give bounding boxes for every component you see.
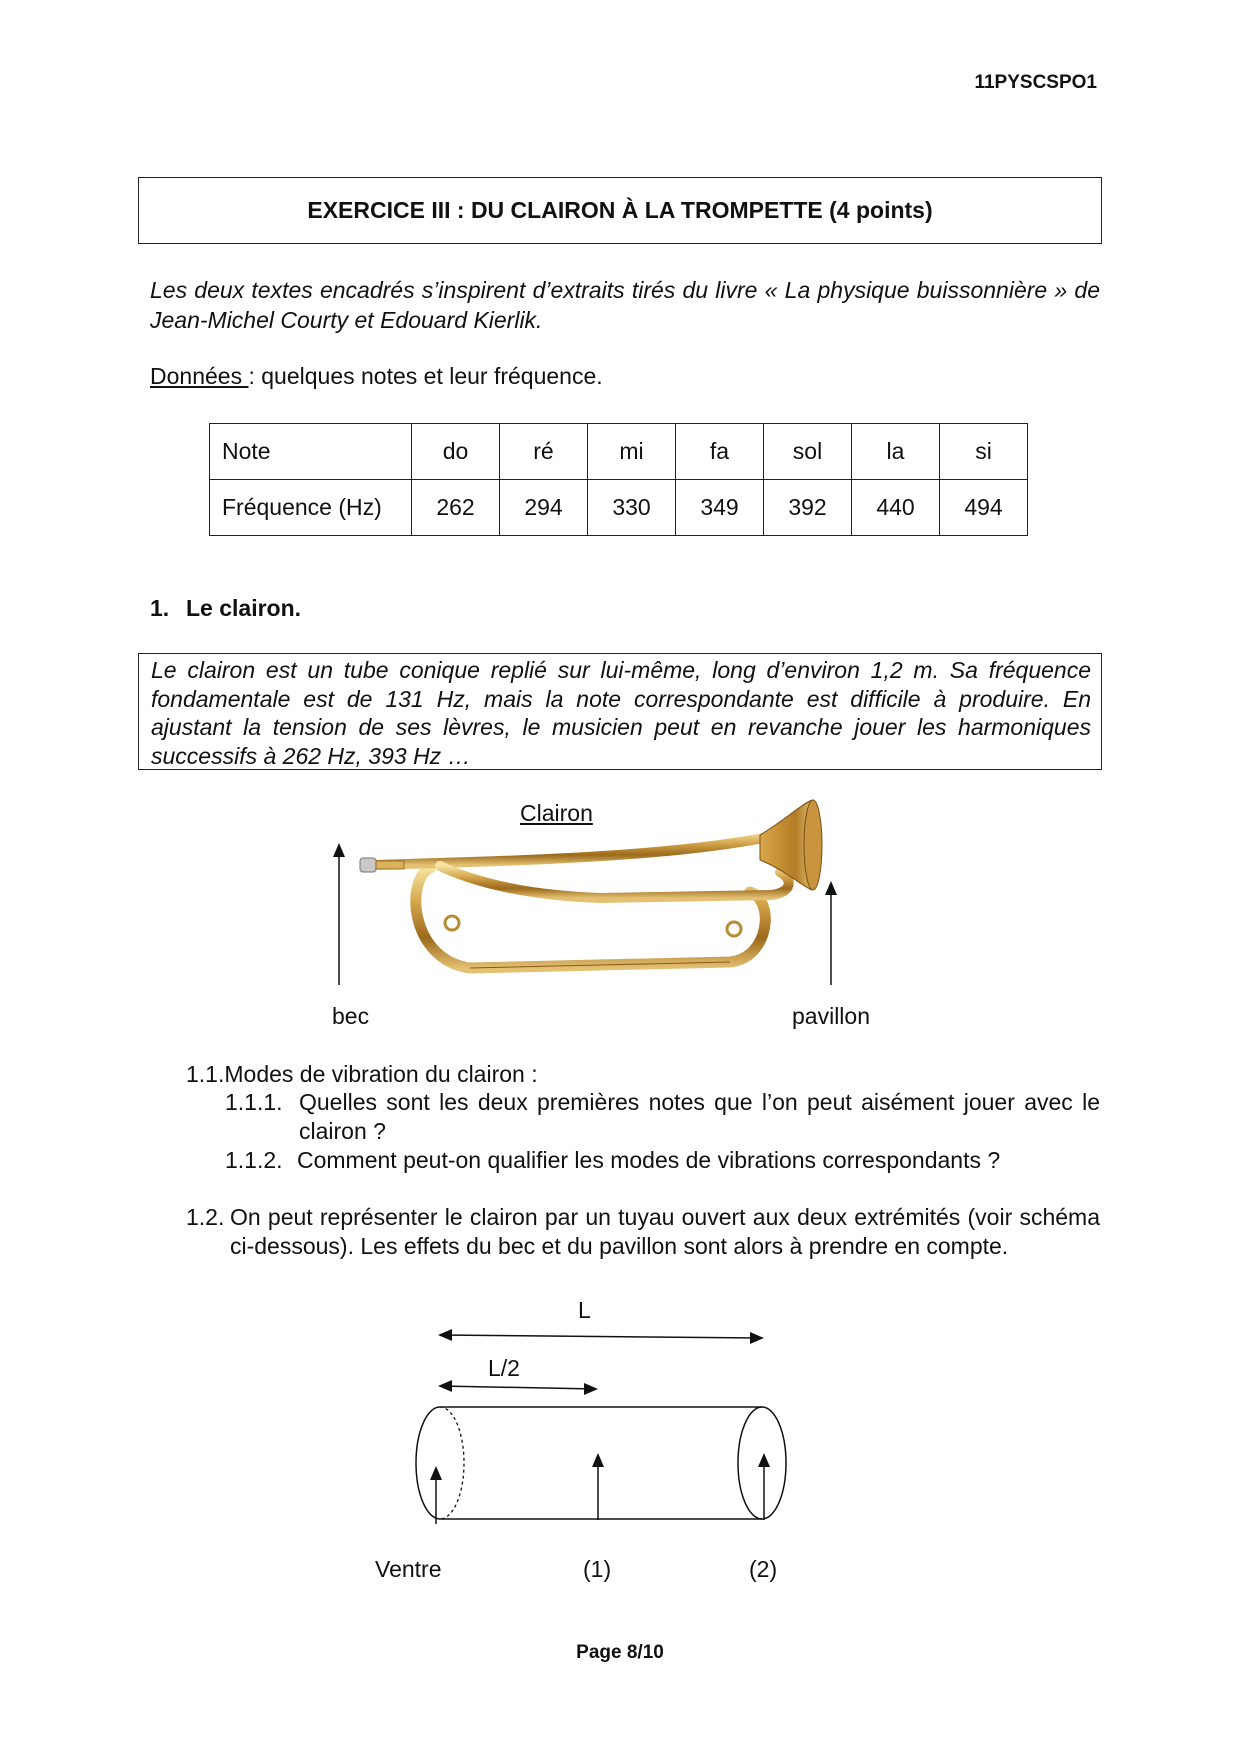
- question-1-1-1: [225, 1088, 1100, 1146]
- frequency-cell: 440: [852, 480, 940, 536]
- frequency-cell: 294: [500, 480, 588, 536]
- table-row: [210, 424, 1028, 480]
- note-cell: do: [412, 424, 500, 480]
- question-1-2: [186, 1203, 1100, 1261]
- clairon-bell: [760, 800, 820, 890]
- question-text: On peut représenter le clairon par un tuyau ouvert aux deux extrémités (voir schéma ci-dessous). Les effets du bec et du pavillon sont alors à prendre en compte.: [230, 1204, 1100, 1259]
- note-cell: sol: [764, 424, 852, 480]
- table-row-label: Note: [210, 424, 412, 480]
- half-length-label: L/2: [488, 1355, 520, 1381]
- question-number: 1.1.2.: [225, 1147, 283, 1173]
- tube-left-end-hidden: [440, 1407, 464, 1519]
- question-number: 1.2.: [186, 1204, 225, 1230]
- table-row-label: Fréquence (Hz): [210, 480, 412, 536]
- ventre-label: Ventre: [375, 1556, 442, 1582]
- exercise-title: EXERCICE III : DU CLAIRON À LA TROMPETTE (4 points): [138, 177, 1102, 244]
- point-2-label: (2): [749, 1556, 778, 1582]
- note-cell: la: [852, 424, 940, 480]
- intro-text: Les deux textes encadrés s’inspirent d’extraits tirés du livre « La physique buissonnière » de Jean-Michel Courty et Edouard Kierlik.: [150, 277, 1100, 333]
- question-text: Modes de vibration du clairon :: [224, 1061, 538, 1087]
- note-cell: ré: [500, 424, 588, 480]
- pavillon-arrow-head: [825, 881, 837, 895]
- table-row: [210, 480, 1028, 536]
- question-text: Comment peut-on qualifier les modes de vibrations correspondants ?: [297, 1147, 1001, 1173]
- frequency-cell: 494: [940, 480, 1028, 536]
- question-number: 1.1.1.: [225, 1089, 283, 1115]
- section-number: 1.: [150, 595, 170, 621]
- frequency-cell: 349: [676, 480, 764, 536]
- tube-left-end: [416, 1407, 440, 1519]
- half-length-arrow: [440, 1386, 596, 1389]
- page-number: Page 8/10: [576, 1642, 664, 1663]
- donnees-line: [150, 363, 603, 390]
- pavillon-label: pavillon: [792, 1003, 870, 1029]
- question-1-1-2: [225, 1146, 1100, 1175]
- tube-right-end: [738, 1407, 786, 1519]
- clairon-main-tube: [372, 832, 790, 865]
- note-cell: fa: [676, 424, 764, 480]
- note-cell: mi: [588, 424, 676, 480]
- point-1-label: (1): [583, 1556, 612, 1582]
- length-arrow: [440, 1335, 762, 1338]
- question-text: Quelles sont les deux premières notes que l’on peut aisément jouer avec le clairon ?: [299, 1089, 1100, 1144]
- question-1-1: [186, 1060, 538, 1089]
- question-number: 1.1.: [186, 1061, 225, 1087]
- clairon-mouthpiece: [360, 858, 376, 872]
- clairon-description-box: Le clairon est un tube conique replié sur lui-même, long d’environ 1,2 m. Sa fréquence fondamentale est de 131 Hz, mais la note correspondante est difficile à produire. En ajustant la tension de ses lèvres, le musicien peut en revanche jouer les harmoniques successifs à 262 Hz, 393 Hz …: [138, 653, 1102, 770]
- clairon-loop: [416, 868, 765, 968]
- donnees-text: : quelques notes et leur fréquence.: [248, 363, 603, 389]
- frequency-cell: 392: [764, 480, 852, 536]
- bec-label: bec: [332, 1003, 370, 1029]
- length-label: L: [578, 1297, 591, 1323]
- notes-frequency-table: [209, 423, 1028, 536]
- half-arrow-left-head: [438, 1380, 452, 1392]
- length-arrow-left-head: [438, 1329, 452, 1341]
- bec-arrow-head: [333, 843, 345, 857]
- document-code: 11PYSCSPO1: [974, 72, 1097, 93]
- length-arrow-right-head: [750, 1332, 764, 1344]
- half-arrow-right-head: [584, 1383, 598, 1395]
- frequency-cell: 262: [412, 480, 500, 536]
- frequency-cell: 330: [588, 480, 676, 536]
- section-heading: [150, 595, 301, 622]
- section-title: Le clairon.: [186, 595, 302, 621]
- donnees-label: Données: [150, 363, 249, 389]
- figure-title: Clairon: [520, 800, 593, 826]
- note-cell: si: [940, 424, 1028, 480]
